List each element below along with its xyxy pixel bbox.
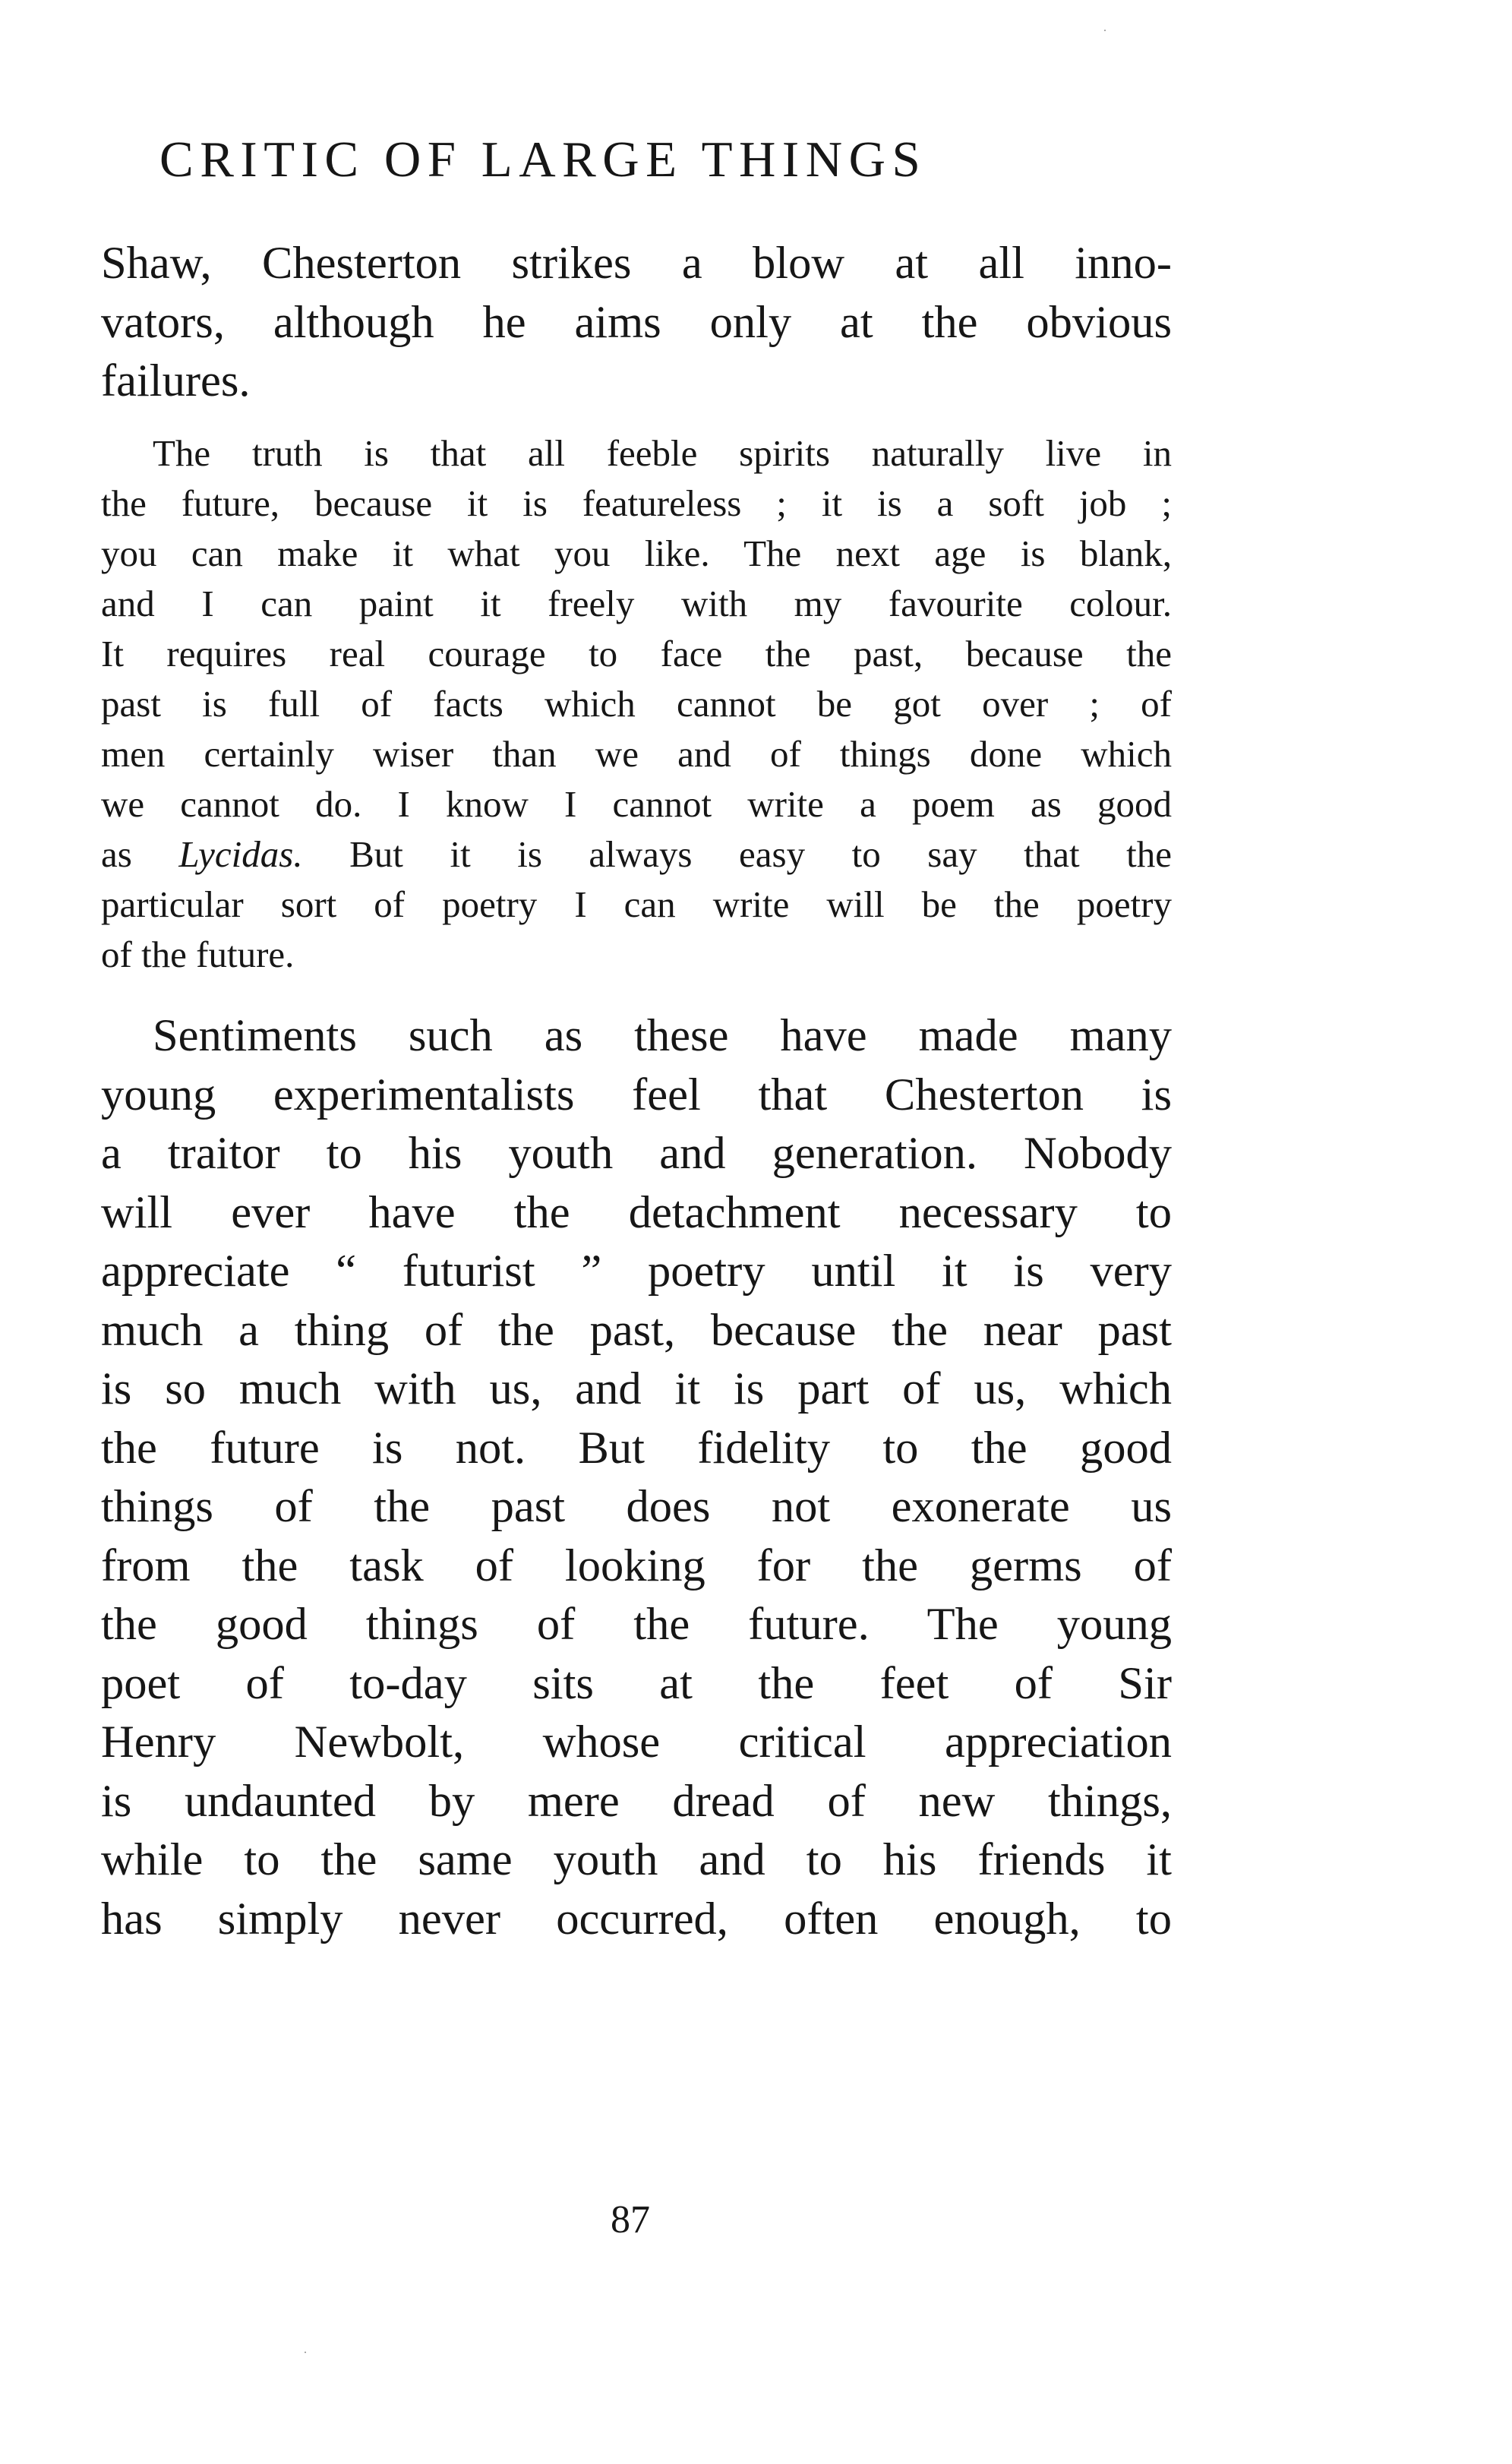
text-line: has simply never occurred, often enough, to xyxy=(101,1893,1172,1944)
text-line: failures. xyxy=(101,355,251,406)
quote-line: of the future. xyxy=(101,933,295,975)
poem-title: Lycidas. xyxy=(178,833,303,875)
paper-speck xyxy=(1104,30,1106,31)
text-line: Henry Newbolt, whose critical appreciation xyxy=(101,1717,1172,1767)
text-line: the future is not. But fidelity to the good xyxy=(101,1422,1172,1474)
text-line: things of the past does not exonerate us xyxy=(101,1481,1172,1532)
text-line: much a thing of the past, because the near past xyxy=(101,1304,1172,1356)
text-line: a traitor to his youth and generation. Nobody xyxy=(101,1128,1172,1179)
paper-speck xyxy=(305,2352,306,2353)
paragraph-continued xyxy=(101,234,1172,411)
text-line: the good things of the future. The young xyxy=(101,1599,1172,1650)
text-line: will ever have the detachment necessary to xyxy=(101,1186,1172,1238)
text-line: young experimentalists feel that Chesterton is xyxy=(101,1069,1172,1120)
text-line: while to the same youth and to his friends it xyxy=(101,1834,1172,1885)
quote-text: as xyxy=(101,833,179,875)
block-quotation xyxy=(101,428,1172,980)
paragraph xyxy=(101,1006,1172,1948)
text-line: is so much with us, and it is part of us, which xyxy=(101,1363,1172,1414)
quote-line: we cannot do. I know I cannot write a poem as good xyxy=(101,783,1172,825)
text-line: Shaw, Chesterton strikes a blow at all inno- xyxy=(101,238,1172,289)
quote-line: the future, because it is featureless ; it is a soft job ; xyxy=(101,482,1172,524)
text-line: vators, although he aims only at the obvious xyxy=(101,296,1172,348)
text-line: from the task of looking for the germs of xyxy=(101,1540,1172,1591)
quote-line: It requires real courage to face the past, because the xyxy=(101,633,1172,674)
quote-line: and I can paint it freely with my favourite colour. xyxy=(101,583,1172,624)
quote-text: But it is always easy to say that the xyxy=(302,833,1172,875)
quote-line: particular sort of poetry I can write will be the poetry xyxy=(101,883,1172,925)
quote-line: you can make it what you like. The next age is blank, xyxy=(101,532,1172,574)
quote-line: The truth is that all feeble spirits naturally live in xyxy=(153,432,1172,474)
running-head: CRITIC OF LARGE THINGS xyxy=(159,131,927,188)
quote-line xyxy=(101,829,1172,880)
quote-line: past is full of facts which cannot be got over ; of xyxy=(101,683,1172,725)
text-line: poet of to-day sits at the feet of Sir xyxy=(101,1657,1172,1709)
text-line: Sentiments such as these have made many xyxy=(153,1010,1172,1061)
text-line: is undaunted by mere dread of new things, xyxy=(101,1775,1172,1827)
text-line: appreciate “ futurist ” poetry until it is very xyxy=(101,1246,1172,1297)
quote-line: men certainly wiser than we and of things done which xyxy=(101,733,1172,775)
page-number: 87 xyxy=(611,2198,650,2241)
